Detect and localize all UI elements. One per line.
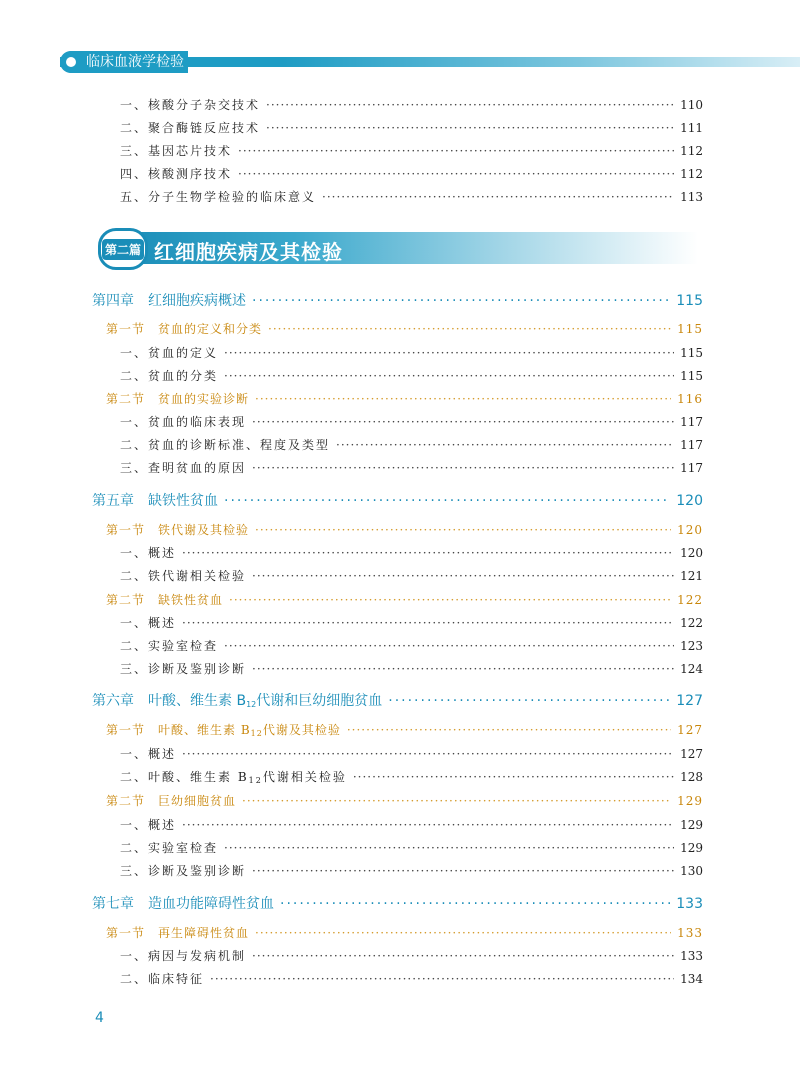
toc-item[interactable]: 一、贫血的临床表现 ····· 117 <box>120 413 703 430</box>
toc-item[interactable]: 一、概述 ····· 127 <box>120 745 703 762</box>
toc-item[interactable]: 二、贫血的诊断标准、程度及类型 ····· 117 <box>120 436 703 453</box>
toc-section[interactable]: 第一节 叶酸、维生素 $B_{12}$代谢及其检验 ····· 127 <box>106 721 703 738</box>
toc-item[interactable]: 三、基因芯片技术 ····· 112 <box>120 142 703 159</box>
toc-item[interactable]: 二、聚合酶链反应技术 ····· 111 <box>120 119 703 136</box>
toc-item[interactable]: 一、贫血的定义 ····· 115 <box>120 344 703 361</box>
toc-item[interactable]: 一、核酸分子杂交技术 ····· 110 <box>120 96 703 113</box>
toc-section[interactable]: 第二节 缺铁性贫血 ····· 122 <box>106 591 703 608</box>
header-circle-icon <box>60 51 82 73</box>
toc-chapter[interactable]: 第七章 造血功能障碍性贫血 ····· 133 <box>92 893 703 913</box>
page-number: 4 <box>95 1010 104 1026</box>
toc-item[interactable]: 三、诊断及鉴别诊断 ····· 130 <box>120 862 703 879</box>
part-title: 红细胞疾病及其检验 <box>154 240 343 264</box>
toc-item[interactable]: 二、实验室检查 ····· 123 <box>120 637 703 654</box>
toc-item[interactable]: 一、病因与发病机制 ····· 133 <box>120 947 703 964</box>
toc-chapter[interactable]: 第四章 红细胞疾病概述 ····· 115 <box>92 290 703 310</box>
toc-item[interactable]: 一、概述 ····· 122 <box>120 614 703 631</box>
toc-section[interactable]: 第一节 再生障碍性贫血 ····· 133 <box>106 924 703 941</box>
toc-section[interactable]: 第二节 贫血的实验诊断 ····· 116 <box>106 390 703 407</box>
part-badge-label: 第二篇 <box>102 239 144 260</box>
toc-section[interactable]: 第一节 贫血的定义和分类 ····· 115 <box>106 320 703 337</box>
toc-item[interactable]: 二、实验室检查 ····· 129 <box>120 839 703 856</box>
toc-item[interactable]: 五、分子生物学检验的临床意义 ····· 113 <box>120 188 703 205</box>
toc-item[interactable]: 二、叶酸、维生素 $B_{12}$代谢相关检验 ····· 128 <box>120 768 703 785</box>
toc-item[interactable]: 一、概述 ····· 129 <box>120 816 703 833</box>
toc-item[interactable]: 一、概述 ····· 120 <box>120 544 703 561</box>
toc-item[interactable]: 二、临床特征 ····· 134 <box>120 970 703 987</box>
part-badge <box>98 228 148 270</box>
part-banner[interactable] <box>98 228 698 268</box>
toc-section[interactable]: 第二节 巨幼细胞贫血 ····· 129 <box>106 792 703 809</box>
toc-chapter[interactable]: 第五章 缺铁性贫血 ····· 120 <box>92 490 703 510</box>
toc-item[interactable]: 四、核酸测序技术 ····· 112 <box>120 165 703 182</box>
toc-chapter[interactable]: 第六章 叶酸、维生素 $B_{12}$代谢和巨幼细胞贫血 ····· 127 <box>92 690 703 710</box>
running-header <box>0 48 800 78</box>
toc-item[interactable]: 三、查明贫血的原因 ····· 117 <box>120 459 703 476</box>
toc-section[interactable]: 第一节 铁代谢及其检验 ····· 120 <box>106 521 703 538</box>
book-title: 临床血液学检验 <box>86 54 184 70</box>
toc-item[interactable]: 二、贫血的分类 ····· 115 <box>120 367 703 384</box>
toc-item[interactable]: 三、诊断及鉴别诊断 ····· 124 <box>120 660 703 677</box>
toc-item[interactable]: 二、铁代谢相关检验 ····· 121 <box>120 567 703 584</box>
